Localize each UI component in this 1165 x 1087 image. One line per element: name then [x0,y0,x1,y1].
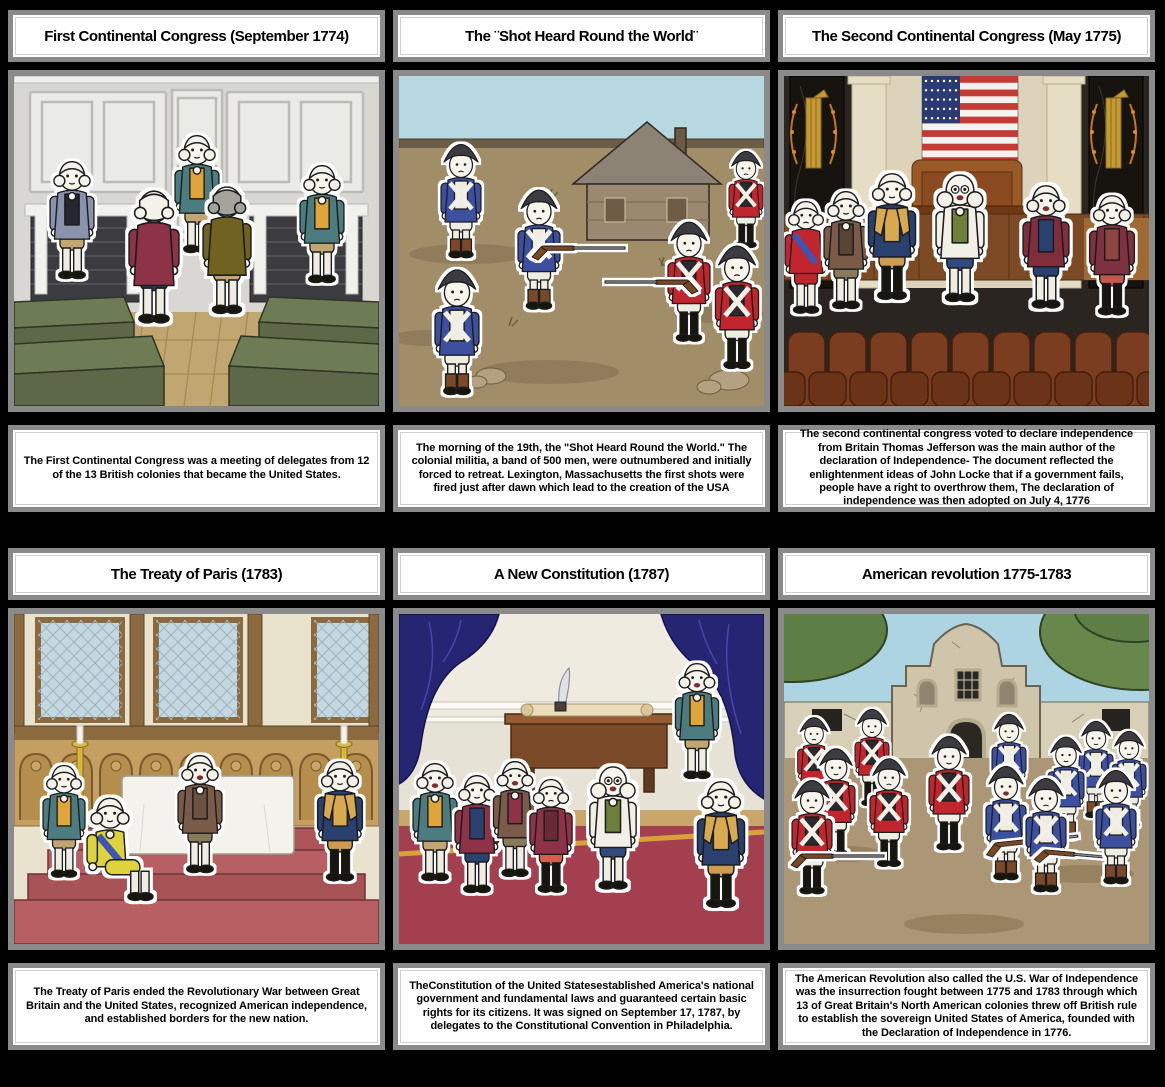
storyboard-row-1 [8,10,1157,512]
cell-description: The second continental congress voted to declare independence from Britain Thomas Jefferson was the main author of the declaration of Independence- The document reflected the enlightenment ideas of John Locke that if a government fails, people have a right to overthrow them, The declaration of independence was then adopted on July 4, 1776 [799,428,1134,508]
cell-title: American revolution 1775-1783 [861,565,1072,583]
cell-title-box [8,10,385,62]
cell-description: The First Continental Congress was a meeting of delegates from 12 of the 13 British colonies that became the United States. [23,455,370,481]
cell-description: The Treaty of Paris ended the Revolutionary War between Great Britain and the United States, recognized American independence, and established borders for the new nation. [26,986,367,1026]
illustration-first-continental-congress [14,76,379,406]
illustration-treaty-of-paris [14,614,379,944]
cell-american-revolution [778,548,1155,1050]
cell-shot-heard-round-world [393,10,770,512]
cell-title: The ¨Shot Heard Round the World¨ [465,27,698,45]
cell-title-box [778,548,1155,600]
cell-description-box [778,963,1155,1050]
cell-illustration-frame [393,608,770,950]
cell-description-box [8,963,385,1050]
illustration-second-congress [784,76,1149,406]
cell-title-box [8,548,385,600]
cell-title: A New Constitution (1787) [493,565,670,583]
cell-title-box [393,548,770,600]
illustration-revolution-armies [784,614,1149,944]
cell-description-box [393,963,770,1050]
cell-illustration-frame [778,608,1155,950]
cell-description-box [393,425,770,512]
cell-title: The Second Continental Congress (May 1775) [811,27,1122,45]
cell-description: The morning of the 19th, the "Shot Heard Round the World." The colonial militia, a band of 500 men, were outnumbered and initially forced to retreat. Lexington, Massachusetts the first shots were fired just after dawn which lead to the creation of the USA [411,441,752,494]
illustration-lexington-skirmish [399,76,764,406]
cell-description-box [778,425,1155,512]
cell-title-box [778,10,1155,62]
cell-title-box [393,10,770,62]
cell-new-constitution [393,548,770,1050]
cell-description: TheConstitution of the United Statesestablished America's national government and fundamental laws and guaranteed certain basic rights for its citizens. It was signed on September 17, 1787, by delegates to the Constitutional Convention in Philadelphia. [409,979,754,1032]
cell-illustration-frame [8,608,385,950]
cell-title: First Continental Congress (September 1774) [44,27,349,45]
cell-illustration-frame [778,70,1155,412]
cell-description: The American Revolution also called the U.S. War of Independence was the insurrection fought between 1775 and 1783 through which 13 of Great Britain's North American colonies threw off British rule to establish the sovereign United States of America, founded with the Declaration of Independence in 1776. [794,972,1139,1039]
cell-description-box [8,425,385,512]
cell-illustration-frame [393,70,770,412]
cell-first-continental-congress [8,10,385,512]
cell-second-continental-congress [778,10,1155,512]
cell-treaty-of-paris [8,548,385,1050]
illustration-constitutional-convention [399,614,764,944]
cell-title: The Treaty of Paris (1783) [110,565,283,583]
cell-illustration-frame [8,70,385,412]
storyboard-row-2 [8,548,1157,1050]
